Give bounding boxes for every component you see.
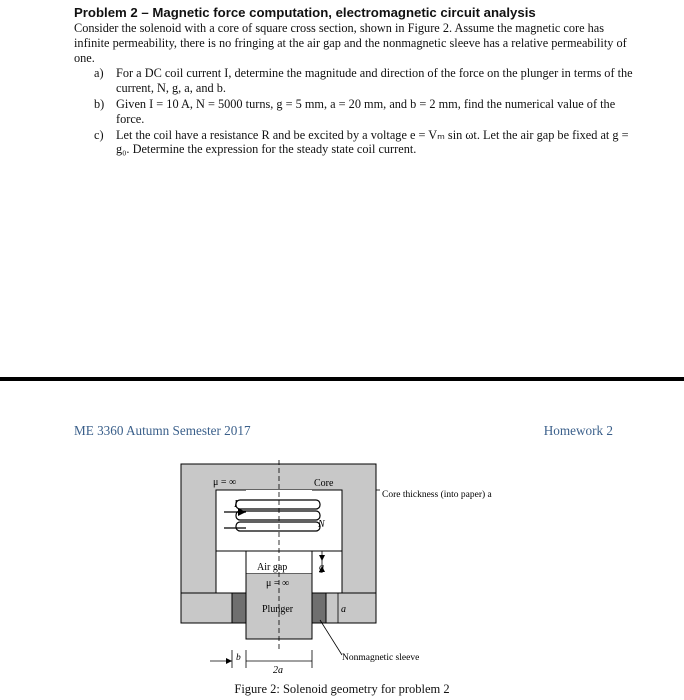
part-text: Given I = 10 A, N = 5000 turns, g = 5 mm, a = 20 mm, and b = 2 mm, find the numerical value of the force. <box>116 96 616 126</box>
mu-top-label: μ = ∞ <box>213 477 237 488</box>
air-gap-label: Air gap <box>257 562 288 573</box>
thickness-note: Core thickness (into paper) a <box>382 490 492 500</box>
plunger-dim-label: a <box>341 604 346 615</box>
sleeve-right <box>312 593 326 623</box>
core-bottom-left <box>181 593 232 623</box>
assignment-header: Homework 2 <box>543 423 613 438</box>
turns-label: N <box>318 519 325 530</box>
b-dim-label: b <box>236 653 241 663</box>
sleeve-pointer <box>320 620 342 655</box>
sleeve-left <box>232 593 246 623</box>
coil-winding <box>236 500 320 509</box>
plunger-label: Plunger <box>262 604 294 615</box>
part-text: Let the coil have a resistance R and be excited by a voltage e = Vₘ sin ωt. Let the air gap be fixed at g = g₀. Determine the expression for the steady state coil current. <box>116 127 629 157</box>
core-bottom-right <box>326 593 376 623</box>
part-marker: c) <box>94 127 104 142</box>
core-label: Core <box>314 478 334 489</box>
width-dim-label: 2a <box>273 665 283 676</box>
part-text: For a DC coil current I, determine the magnitude and direction of the force on the plunger in terms of the current, N, g, a, and b. <box>116 66 633 96</box>
figure-caption: Figure 2: Solenoid geometry for problem 2 <box>234 682 450 696</box>
mu-gap-label: μ = ∞ <box>266 578 290 589</box>
course-header: ME 3360 Autumn Semester 2017 <box>74 423 251 438</box>
gap-dim-label: g <box>319 562 324 573</box>
part-marker: b) <box>94 96 105 111</box>
problem-title: Problem 2 – Magnetic force computation, electromagnetic circuit analysis <box>74 5 536 20</box>
sleeve-label: Nonmagnetic sleeve <box>342 653 420 663</box>
coil-winding <box>236 522 320 531</box>
problem-intro: Consider the solenoid with a core of square cross section, shown in Figure 2. Assume the magnetic core has infinite permeability, there is no fringing at the air gap and the nonmagnetic sleeve has a relative permeability of one. <box>74 21 627 65</box>
coil-winding <box>236 511 320 520</box>
current-label: I <box>234 499 238 510</box>
part-marker: a) <box>94 66 104 81</box>
